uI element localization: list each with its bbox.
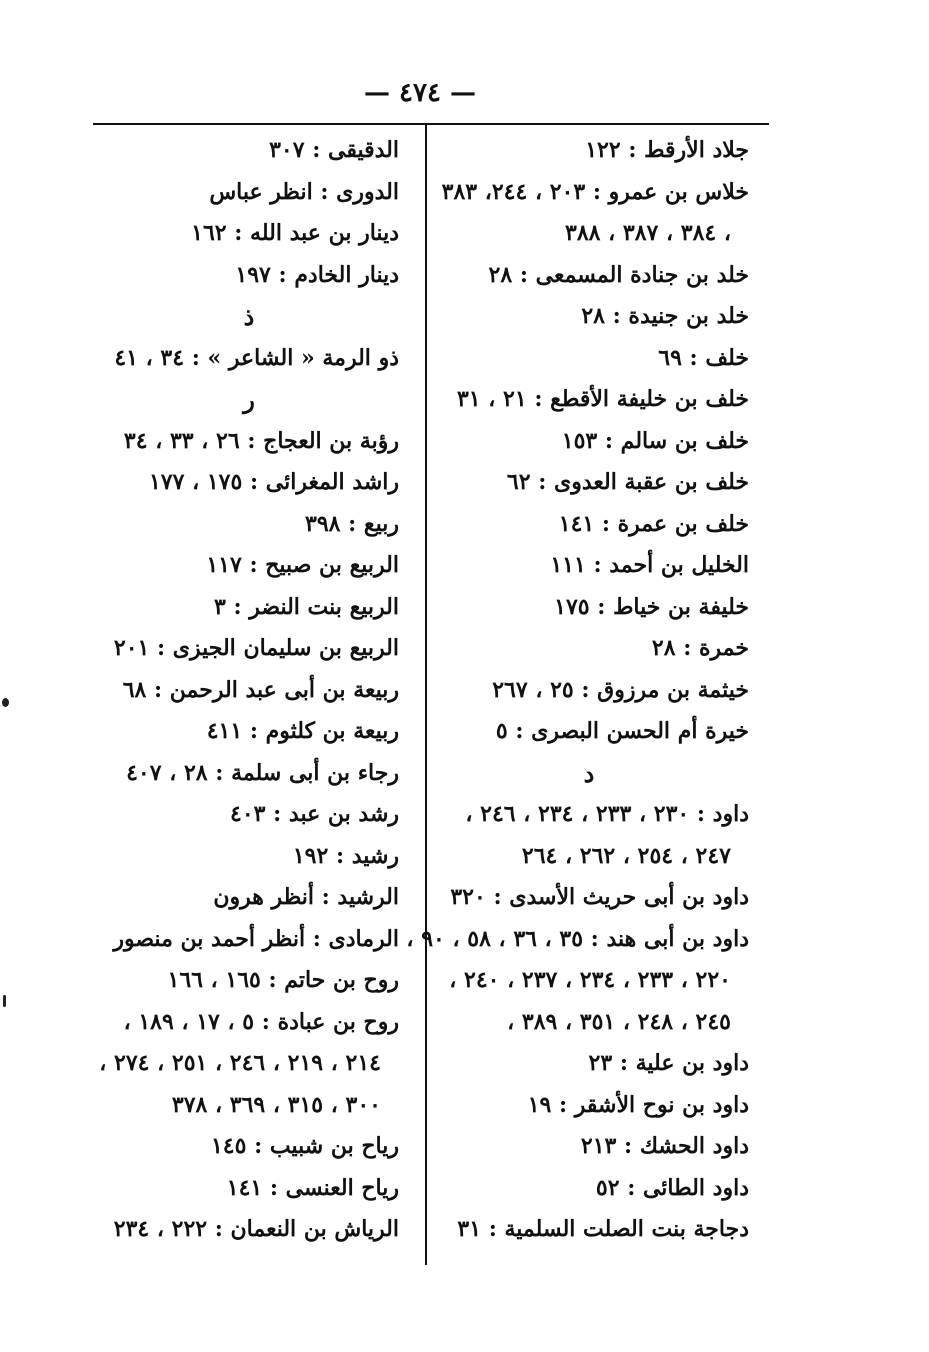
index-entry: راشد المغرائى : ١٧٥ ، ١٧٧ (148, 469, 399, 495)
margin-speck (2, 698, 9, 707)
index-entry-continuation: ٢٢٠ ، ٢٣٣ ، ٢٣٤ ، ٢٣٧ ، ٢٤٠ ، (449, 967, 731, 993)
index-entry: داود : ٢٣٠ ، ٢٣٣ ، ٢٣٤ ، ٢٤٦ ، (465, 801, 749, 827)
index-entry: رشيد : ١٩٢ (292, 842, 399, 869)
index-entry: الدقيقى : ٣٠٧ (269, 137, 399, 163)
index-entry: داود بن علية : ٢٣ (588, 1050, 749, 1076)
section-letter: د (583, 758, 595, 788)
index-entry: خلاس بن عمرو : ٢٠٣ ، ٢٤٤، ٣٨٣ (441, 178, 749, 205)
index-entry: الرمادى : أنظر أحمد بن منصور (113, 925, 399, 952)
index-entry: دينار بن عبد الله : ١٦٢ (191, 220, 399, 246)
index-entry: الرياش بن النعمان : ٢٢٢ ، ٢٣٤ (113, 1216, 399, 1242)
index-entry: دجاجة بنت الصلت السلمية : ٣١ (457, 1216, 749, 1242)
index-entry: خلف بن عمرة : ١٤١ (558, 510, 749, 537)
index-entry: الرشيد : أنظر هرون (213, 884, 399, 910)
index-entry: رجاء بن أبى سلمة : ٢٨ ، ٤٠٧ (126, 759, 399, 786)
index-entry: ربيعة بن أبى عبد الرحمن : ٦٨ (122, 676, 399, 703)
index-entry: جلاد الأرقط : ١٢٢ (585, 137, 749, 163)
index-entry-continuation: ٢١٤ ، ٢١٩ ، ٢٤٦ ، ٢٥١ ، ٢٧٤ ، (99, 1050, 381, 1076)
index-entry: روح بن عبادة : ٥ ، ١٧ ، ١٨٩ ، (123, 1008, 399, 1035)
index-entry-continuation: ، ٣٨٤ ، ٣٨٧ ، ٣٨٨ (565, 220, 731, 246)
index-entry: داود بن أبى حريث الأسدى : ٣٢٠ (450, 884, 749, 910)
index-entry: رشد بن عبد : ٤٠٣ (230, 801, 399, 827)
column-divider (425, 125, 427, 1265)
index-entry-continuation: ٣٠٠ ، ٣١٥ ، ٣٦٩ ، ٣٧٨ (171, 1091, 381, 1118)
margin-speck (3, 995, 6, 1007)
index-entry: داود الطائى : ٥٢ (595, 1174, 749, 1201)
index-entry: خلف بن عقبة العدوى : ٦٢ (506, 469, 749, 495)
index-entry: رياح بن شبيب : ١٤٥ (210, 1133, 399, 1159)
index-entry: داود بن نوح الأشقر : ١٩ (527, 1091, 749, 1118)
index-entry: الربيع بنت النضر : ٣ (213, 593, 399, 620)
index-entry: داود بن أبى هند : ٣٥ ، ٣٦ ، ٥٨ ، ٩٠ ، (406, 925, 749, 952)
index-column-left (99, 130, 399, 1251)
index-entry-continuation: ٢٤٥ ، ٢٤٨ ، ٣٥١ ، ٣٨٩ ، (507, 1008, 731, 1035)
index-entry: الربيع بن سليمان الجيزى : ٢٠١ (113, 635, 399, 661)
section-letter: ذ (243, 302, 255, 331)
index-entry: ربيع : ٣٩٨ (305, 510, 399, 537)
index-entry: دينار الخادم : ١٩٧ (235, 261, 399, 288)
index-entry: ربيعة بن كلثوم : ٤١١ (206, 718, 399, 744)
index-entry: رياح العنسى : ١٤١ (226, 1174, 399, 1201)
index-entry: خلد بن جنيدة : ٢٨ (581, 303, 749, 329)
page-number: — ٤٧٤ — (363, 78, 477, 108)
index-entry: خلف بن خليفة الأقطع : ٢١ ، ٣١ (456, 386, 749, 412)
index-entry: خلف بن سالم : ١٥٣ (561, 427, 749, 454)
index-entry-continuation: ٢٤٧ ، ٢٥٤ ، ٢٦٢ ، ٢٦٤ (521, 842, 731, 869)
header-rule (93, 123, 769, 125)
index-entry: خمرة : ٢٨ (651, 635, 749, 661)
index-entry: خيرة أم الحسن البصرى : ٥ (495, 718, 749, 744)
index-entry: خلف : ٦٩ (658, 344, 749, 371)
index-entry: روح بن حاتم : ١٦٥ ، ١٦٦ (167, 967, 399, 993)
index-entry: خليفة بن خياط : ١٧٥ (554, 593, 749, 620)
index-entry: الربيع بن صبيح : ١١٧ (206, 552, 399, 578)
index-entry: خيثمة بن مرزوق : ٢٥ ، ٢٦٧ (492, 676, 749, 703)
index-entry: الدورى : انظر عباس (209, 178, 399, 205)
index-entry: رؤبة بن العجاج : ٢٦ ، ٣٣ ، ٣٤ (123, 427, 399, 454)
index-entry: الخليل بن أحمد : ١١١ (550, 552, 749, 578)
index-entry: خلد بن جنادة المسمعى : ٢٨ (488, 261, 749, 288)
section-letter: ر (243, 385, 255, 414)
index-column-right (406, 130, 749, 1251)
index-entry: ذو الرمة « الشاعر » : ٣٤ ، ٤١ (114, 344, 399, 371)
index-entry: داود الحشك : ٢١٣ (580, 1133, 749, 1159)
